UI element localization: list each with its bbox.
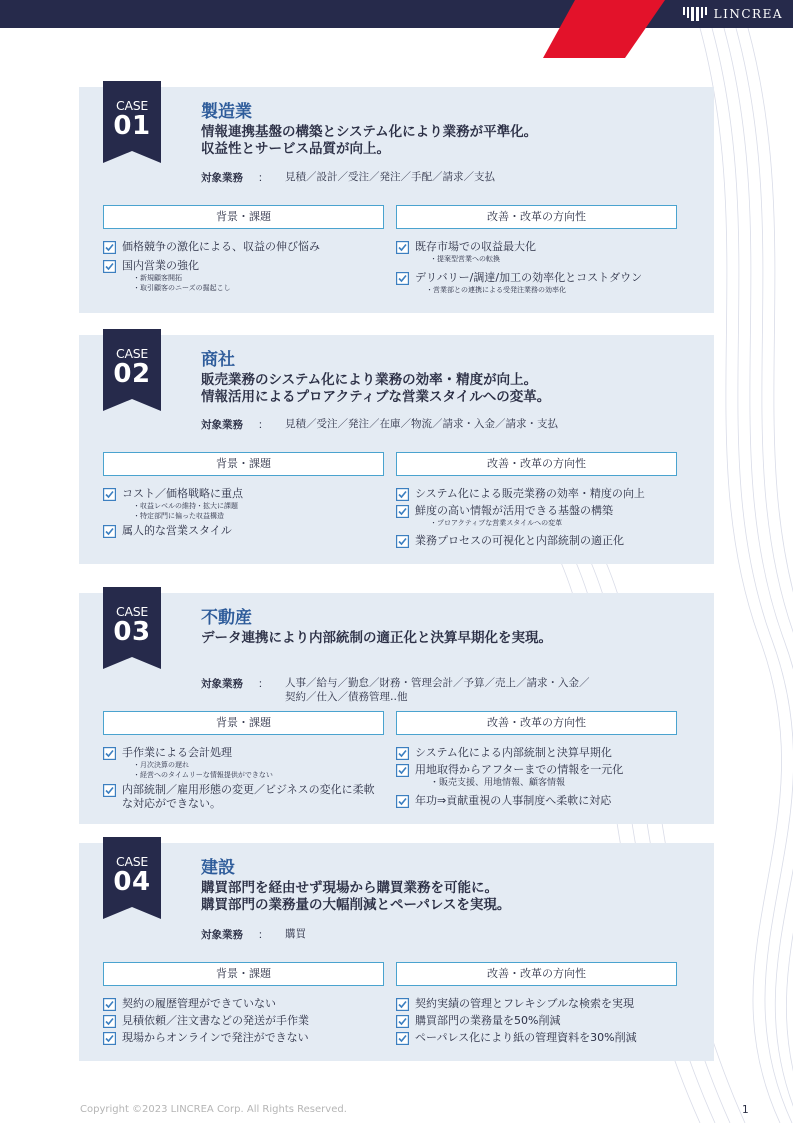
list-item <box>103 487 388 501</box>
scope-label: 対象業務 <box>201 419 243 431</box>
background-issues-header: 背景・課題 <box>103 205 384 229</box>
scope-value <box>285 170 665 185</box>
list-item <box>396 1014 696 1028</box>
list-item <box>103 746 388 760</box>
checkbox-icon <box>396 505 409 518</box>
item-subtext: ・収益レベルの維持・拡大に課題 <box>133 502 238 510</box>
scope-value <box>285 676 665 704</box>
scope-row <box>201 170 665 185</box>
checkbox-icon <box>396 535 409 548</box>
item-text: 用地取得からアフターまでの情報を一元化 <box>415 763 624 776</box>
item-text: 年功⇒貢献重視の人事制度へ柔軟に対応 <box>415 794 612 807</box>
brand-logo <box>682 5 783 23</box>
summary-line: 情報活用によるプロアクティブな営業スタイルへの変革。 <box>201 389 551 405</box>
item-text: 手作業による会計処理 <box>122 746 232 759</box>
checkbox-icon <box>396 998 409 1011</box>
case-card-01 <box>79 87 714 313</box>
item-subtext: ・特定部門に偏った収益構造 <box>133 512 224 520</box>
item-text: 内部統制／雇用形態の変更／ビジネスの変化に柔軟な対応ができない。 <box>122 783 375 810</box>
case-number: 02 <box>113 359 151 389</box>
issues-list <box>103 487 388 538</box>
checkbox-icon <box>103 488 116 501</box>
case-summary <box>201 630 701 647</box>
summary-line: データ連携により内部統制の適正化と決算早期化を実現。 <box>201 630 552 646</box>
case-label: CASE <box>116 604 148 619</box>
item-text: 購買部門の業務量を50%削減 <box>415 1014 561 1027</box>
scope-label: 対象業務 <box>201 678 243 690</box>
background-issues-header: 背景・課題 <box>103 452 384 476</box>
list-item <box>396 763 696 777</box>
industry-title: 製造業 <box>201 102 252 122</box>
item-text: 国内営業の強化 <box>122 259 199 272</box>
scope-row <box>201 927 665 942</box>
item-text: 契約の履歴管理ができていない <box>122 997 276 1010</box>
checkbox-icon <box>103 747 116 760</box>
checkbox-icon <box>103 260 116 273</box>
improvements-list <box>396 997 696 1045</box>
item-text: コスト／価格戦略に重点 <box>122 487 243 500</box>
checkbox-icon <box>396 1032 409 1045</box>
summary-line: 販売業務のシステム化により業務の効率・精度が向上。 <box>201 372 538 388</box>
checkbox-icon <box>103 1015 116 1028</box>
item-subtext: ・取引顧客のニーズの掘起こし <box>133 284 231 292</box>
list-item <box>103 1031 388 1045</box>
scope-colon: ： <box>258 929 269 941</box>
background-issues-header: 背景・課題 <box>103 962 384 986</box>
red-accent-stripe <box>0 0 793 60</box>
page-number: 1 <box>742 1104 749 1116</box>
item-subtext: ・新規顧客開拓 <box>133 274 182 282</box>
issues-list <box>103 240 388 293</box>
item-text: 業務プロセスの可視化と内部統制の適正化 <box>415 534 624 547</box>
case-card-04 <box>79 843 714 1061</box>
item-text: 属人的な営業スタイル <box>122 524 232 537</box>
checkbox-icon <box>396 272 409 285</box>
item-text: 既存市場での収益最大化 <box>415 240 536 253</box>
lincrea-logo-icon <box>682 6 708 22</box>
item-text: 価格競争の激化による、収益の伸び悩み <box>122 240 320 253</box>
list-item <box>396 746 696 760</box>
checkbox-icon <box>103 998 116 1011</box>
scope-label: 対象業務 <box>201 929 243 941</box>
item-subtext: ・プロアクティブな営業スタイルへの変革 <box>430 519 563 527</box>
issues-list <box>103 997 388 1045</box>
list-item <box>103 997 388 1011</box>
copyright-footer: Copyright ©2023 LINCREA Corp. All Rights Reserved. <box>80 1104 347 1115</box>
case-summary <box>201 880 701 914</box>
improvement-direction-header: 改善・改革の方向性 <box>396 962 677 986</box>
item-subtext: ・経営へのタイムリーな情報提供ができない <box>133 771 273 779</box>
scope-value-line: 人事／給与／勤怠／財務・管理会計／予算／売上／請求・入金／ <box>285 677 590 689</box>
scope-row <box>201 417 665 432</box>
improvement-direction-header: 改善・改革の方向性 <box>396 711 677 735</box>
list-item <box>103 524 388 538</box>
case-badge <box>103 837 161 919</box>
list-item <box>103 240 388 254</box>
checkbox-icon <box>103 1032 116 1045</box>
case-card-03 <box>79 593 714 824</box>
case-summary <box>201 124 701 158</box>
scope-colon: ： <box>258 172 269 184</box>
brand-name: LINCREA <box>713 7 783 21</box>
list-item <box>103 259 388 273</box>
scope-row <box>201 676 665 704</box>
scope-colon: ： <box>258 419 269 431</box>
case-number: 04 <box>113 867 151 897</box>
item-subtext: ・販売支援、用地情報、顧客情報 <box>430 778 566 788</box>
case-label: CASE <box>116 854 148 869</box>
list-item <box>396 271 696 285</box>
scope-value-line: 見積／設計／受注／発注／手配／請求／支払 <box>285 171 495 183</box>
item-subtext: ・提案型営業への転換 <box>430 255 500 263</box>
scope-value <box>285 927 665 942</box>
checkbox-icon <box>396 764 409 777</box>
checkbox-icon <box>103 784 116 797</box>
industry-title: 商社 <box>201 350 235 370</box>
industry-title: 不動産 <box>201 608 252 628</box>
scope-value-line: 契約／仕入／債務管理‥他 <box>285 691 408 703</box>
scope-label: 対象業務 <box>201 172 243 184</box>
list-item <box>396 487 696 501</box>
scope-value-line: 見積／受注／発注／在庫／物流／請求・入金／請求・支払 <box>285 418 558 430</box>
checkbox-icon <box>396 1015 409 1028</box>
case-label: CASE <box>116 346 148 361</box>
list-item <box>103 783 388 811</box>
case-badge <box>103 329 161 411</box>
item-text: 見積依頼／注文書などの発送が手作業 <box>122 1014 309 1027</box>
improvements-list <box>396 487 696 548</box>
checkbox-icon <box>396 488 409 501</box>
checkbox-icon <box>396 241 409 254</box>
improvements-list <box>396 746 696 808</box>
background-issues-header: 背景・課題 <box>103 711 384 735</box>
case-badge <box>103 587 161 669</box>
checkbox-icon <box>396 795 409 808</box>
improvement-direction-header: 改善・改革の方向性 <box>396 205 677 229</box>
list-item <box>103 1014 388 1028</box>
case-label: CASE <box>116 98 148 113</box>
summary-line: 情報連携基盤の構築とシステム化により業務が平準化。 <box>201 124 538 140</box>
scope-value-line: 購買 <box>285 928 306 940</box>
item-text: デリバリー/調達/加工の効率化とコストダウン <box>415 271 643 284</box>
item-text: 現場からオンラインで発注ができない <box>122 1031 309 1044</box>
item-text: 鮮度の高い情報が活用できる基盤の構築 <box>415 504 613 517</box>
scope-value <box>285 417 665 432</box>
list-item <box>396 534 696 548</box>
list-item <box>396 504 696 518</box>
summary-line: 購買部門を経由せず現場から購買業務を可能に。 <box>201 880 498 896</box>
industry-title: 建設 <box>201 858 235 878</box>
case-badge <box>103 81 161 163</box>
improvement-direction-header: 改善・改革の方向性 <box>396 452 677 476</box>
checkbox-icon <box>103 525 116 538</box>
issues-list <box>103 746 388 811</box>
item-text: システム化による販売業務の効率・精度の向上 <box>415 487 645 500</box>
scope-colon: ： <box>258 678 269 690</box>
list-item <box>396 1031 696 1045</box>
item-subtext: ・月次決算の遅れ <box>133 761 189 769</box>
item-subtext: ・営業部との連携による受発注業務の効率化 <box>426 286 566 294</box>
summary-line: 収益性とサービス品質が向上。 <box>201 141 390 157</box>
list-item <box>396 794 696 808</box>
item-text: システム化による内部統制と決算早期化 <box>415 746 612 759</box>
case-summary <box>201 372 701 406</box>
checkbox-icon <box>396 747 409 760</box>
improvements-list <box>396 240 696 295</box>
item-text: 契約実績の管理とフレキシブルな検索を実現 <box>415 997 635 1010</box>
case-number: 03 <box>113 617 151 647</box>
list-item <box>396 240 696 254</box>
case-number: 01 <box>113 111 151 141</box>
checkbox-icon <box>103 241 116 254</box>
list-item <box>396 997 696 1011</box>
item-text: ペーパレス化により紙の管理資料を30%削減 <box>415 1031 637 1044</box>
summary-line: 購買部門の業務量の大幅削減とペーパレスを実現。 <box>201 897 511 913</box>
case-card-02 <box>79 335 714 564</box>
